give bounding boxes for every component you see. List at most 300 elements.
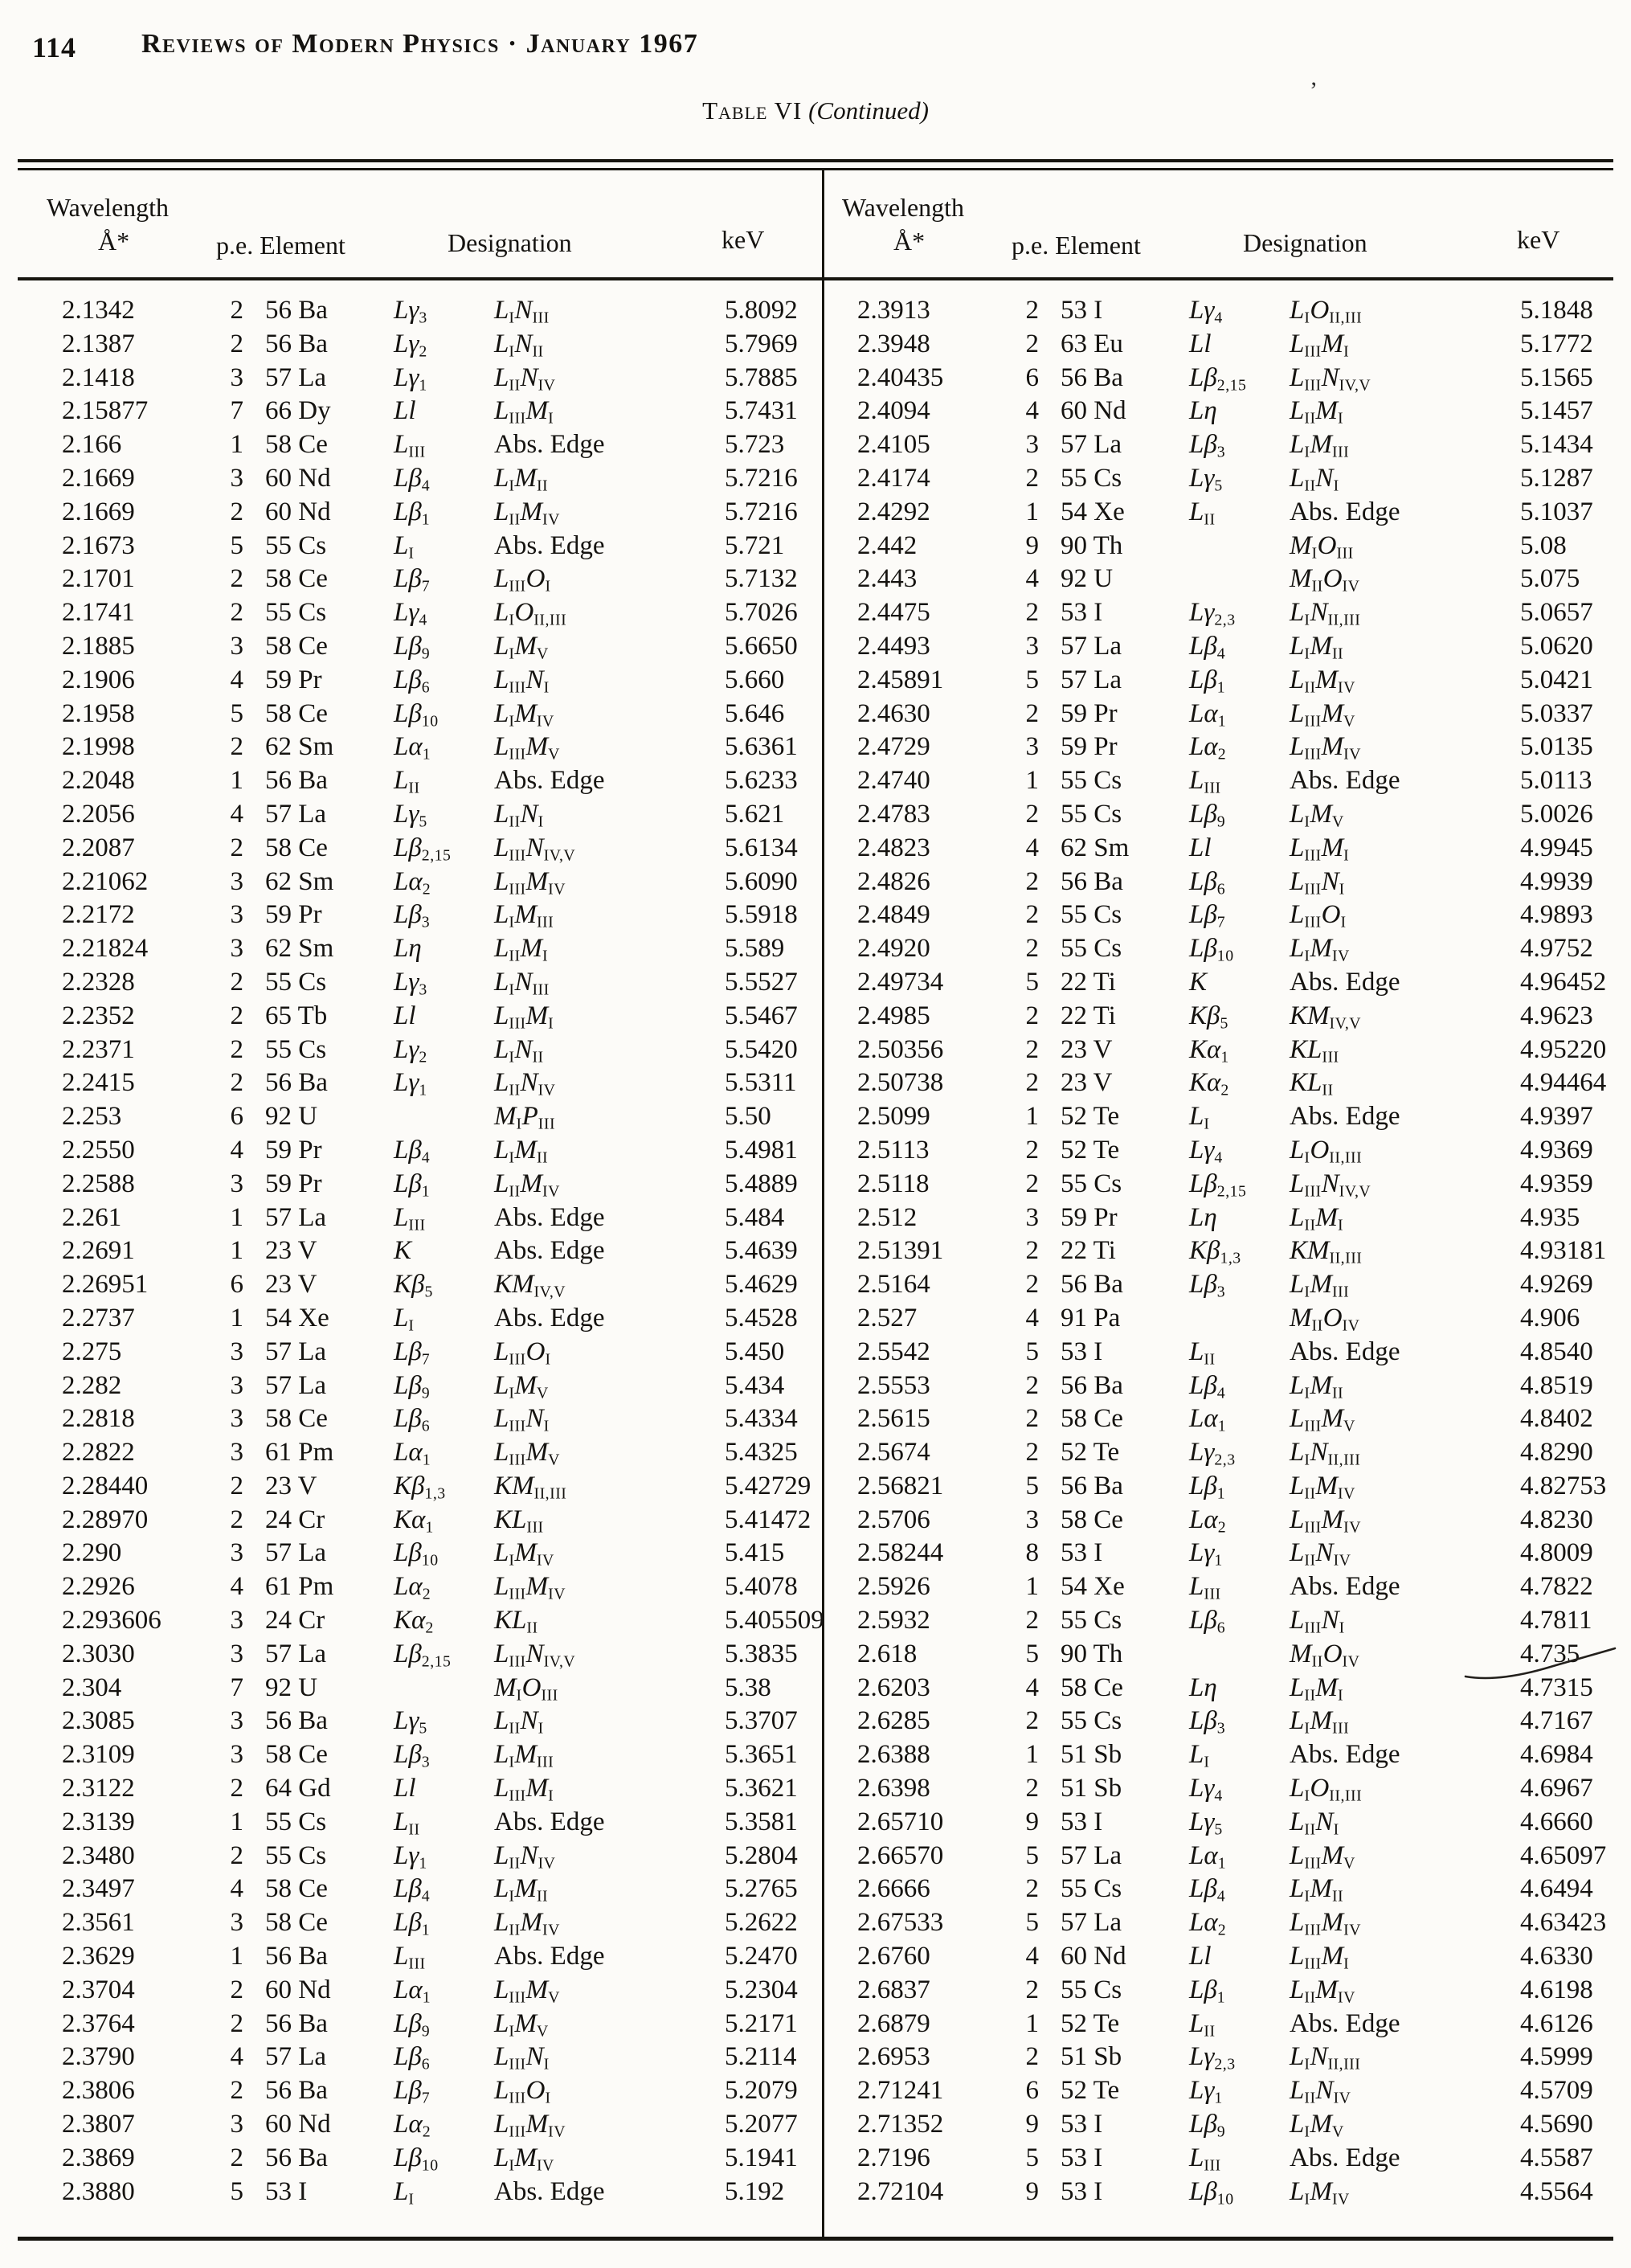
kev-cell: 4.8402 (1520, 1404, 1593, 1434)
pe-cell: 5 (1025, 1471, 1039, 1500)
kev-cell: 4.9369 (1520, 1135, 1593, 1165)
transition-designation-cell: Abs. Edge (1290, 1740, 1400, 1770)
transition-designation-cell: $KL_{III}$ (1290, 1034, 1339, 1066)
header-rule (18, 277, 1613, 280)
siegbahn-designation-cell: $L\alpha_1$ (1189, 1840, 1227, 1873)
siegbahn-designation-cell: $L_{II}$ (1189, 1337, 1216, 1369)
table-row (857, 395, 1631, 428)
wavelength-cell: 2.2818 (62, 1404, 135, 1434)
table-row (857, 294, 1631, 328)
transition-designation-cell: $L_IM_V$ (1290, 799, 1344, 831)
kev-cell: 5.2622 (725, 1908, 798, 1938)
table-row (857, 2074, 1631, 2108)
siegbahn-designation-cell: $L\beta_6$ (394, 665, 431, 697)
table-row (62, 1134, 822, 1168)
table-row (857, 596, 1631, 630)
element-cell: 92 U (1061, 564, 1114, 594)
transition-designation-cell: $M_{II}O_{IV}$ (1290, 1639, 1360, 1671)
siegbahn-designation-cell: Lη (1189, 396, 1217, 426)
siegbahn-designation-cell: $L\gamma_1$ (394, 1840, 427, 1873)
pe-cell: 5 (1025, 967, 1039, 997)
transition-designation-cell: $M_IO_{III}$ (494, 1672, 558, 1705)
transition-designation-cell: $L_{II}N_{IV}$ (494, 362, 556, 395)
transition-designation-cell: $L_{III}M_V$ (494, 732, 560, 764)
table-right-column (816, 294, 1631, 2209)
element-cell: 51 Sb (1061, 1774, 1122, 1803)
transition-designation-cell: $L_{II}M_{IV}$ (494, 1908, 560, 1939)
element-cell: 58 Ce (265, 833, 328, 862)
pe-cell: 2 (1025, 1404, 1039, 1434)
kev-cell: 5.4325 (725, 1438, 798, 1468)
element-cell: 23 V (1061, 1034, 1113, 1064)
siegbahn-designation-cell (374, 1672, 494, 1705)
transition-designation-cell: $M_{II}O_{IV}$ (1290, 564, 1360, 596)
transition-designation-cell: $L_{III}M_I$ (1290, 329, 1350, 361)
transition-designation-cell: $L_IM_{II}$ (494, 1135, 549, 1167)
table-row (62, 563, 822, 596)
table-row (62, 1202, 822, 1235)
pe-cell: 3 (1025, 732, 1039, 762)
kev-cell: 4.6198 (1520, 1975, 1593, 2004)
element-cell: 53 I (1061, 1337, 1103, 1366)
wavelength-cell: 2.4094 (857, 396, 930, 426)
pe-cell: 1 (1025, 766, 1039, 796)
siegbahn-designation-cell: $L\beta_4$ (1189, 1370, 1226, 1402)
table-row (62, 2176, 822, 2209)
kev-cell: 5.1457 (1520, 396, 1593, 426)
transition-designation-cell: Abs. Edge (1290, 1102, 1400, 1132)
table-row (857, 932, 1631, 966)
siegbahn-designation-cell: $L_I$ (394, 530, 415, 563)
pe-cell: 2 (1025, 1706, 1039, 1736)
table-row (62, 1537, 822, 1570)
siegbahn-designation-cell: $L\beta_9$ (1189, 2110, 1226, 2141)
kev-cell: 5.6090 (725, 866, 798, 896)
pe-cell: 2 (230, 497, 243, 526)
siegbahn-designation-cell: $L\beta_{2,15}$ (1189, 362, 1247, 395)
table-row (62, 428, 822, 462)
kev-cell: 5.08 (1520, 530, 1567, 560)
kev-cell: 5.5311 (725, 1068, 797, 1098)
siegbahn-designation-cell: $L\beta_7$ (394, 564, 431, 596)
element-cell: 57 La (265, 362, 327, 392)
element-cell: 55 Cs (265, 530, 327, 560)
wavelength-cell: 2.290 (62, 1538, 122, 1568)
transition-designation-cell: $L_{III}M_I$ (494, 1774, 554, 1805)
siegbahn-designation-cell: $L\alpha_1$ (1189, 698, 1227, 731)
transition-designation-cell: $L_{III}M_{IV}$ (494, 2110, 566, 2141)
kev-cell: 5.4629 (725, 1270, 798, 1300)
siegbahn-designation-cell: K (1189, 967, 1208, 997)
wavelength-cell: 2.6666 (857, 1874, 930, 1904)
table-row (62, 630, 822, 664)
kev-cell: 4.7822 (1520, 1572, 1593, 1602)
kev-cell: 5.2114 (725, 2042, 797, 2072)
pe-cell: 2 (1025, 1270, 1039, 1300)
siegbahn-designation-cell: $L_I$ (394, 2176, 415, 2209)
pe-cell: 6 (1025, 2076, 1039, 2106)
kev-cell: 4.935 (1520, 1202, 1580, 1232)
pe-cell: 4 (230, 1572, 243, 1602)
kev-cell: 4.63423 (1520, 1908, 1607, 1938)
siegbahn-designation-cell: $L_{III}$ (394, 1202, 426, 1234)
element-cell: 55 Cs (1061, 1606, 1122, 1635)
wavelength-cell: 2.5542 (857, 1337, 930, 1366)
pe-cell: 2 (230, 967, 243, 997)
wavelength-cell: 2.6837 (857, 1975, 930, 2004)
table-caption-title: Table VI (702, 96, 803, 125)
pe-cell: 2 (1025, 1874, 1039, 1904)
table-row (857, 1806, 1631, 1840)
table-row (857, 2176, 1631, 2209)
pe-cell: 3 (230, 463, 243, 493)
wavelength-cell: 2.28440 (62, 1471, 149, 1500)
element-cell: 52 Te (1061, 1135, 1120, 1165)
transition-designation-cell: $KL_{III}$ (494, 1504, 544, 1537)
wavelength-cell: 2.2415 (62, 1068, 135, 1098)
table-row (857, 1402, 1631, 1436)
table-caption-continued: (Continued) (808, 96, 929, 125)
siegbahn-designation-cell: $L\gamma_2$ (394, 1034, 427, 1066)
kev-cell: 5.4981 (725, 1135, 798, 1165)
kev-cell: 5.0421 (1520, 665, 1593, 694)
kev-cell: 5.415 (725, 1538, 785, 1568)
kev-cell: 5.4889 (725, 1169, 798, 1198)
transition-designation-cell: $L_{III}M_{IV}$ (1290, 1908, 1361, 1939)
wavelength-cell: 2.58244 (857, 1538, 944, 1568)
wavelength-cell: 2.1958 (62, 698, 135, 728)
element-cell: 55 Cs (1061, 934, 1122, 964)
transition-designation-cell: $L_IM_{III}$ (494, 900, 554, 931)
pe-cell: 3 (230, 1438, 243, 1468)
transition-designation-cell: $L_{II}N_I$ (1290, 1807, 1339, 1839)
siegbahn-designation-cell: $L\beta_4$ (1189, 631, 1226, 663)
bottom-rule (18, 2237, 1613, 2241)
table-row (62, 866, 822, 899)
siegbahn-designation-cell: Ll (394, 396, 416, 426)
element-cell: 57 La (265, 799, 327, 829)
kev-cell: 5.6650 (725, 631, 798, 661)
element-cell: 58 Ce (1061, 1504, 1123, 1534)
element-cell: 51 Sb (1061, 1740, 1122, 1770)
transition-designation-cell: $L_{II}M_I$ (1290, 1202, 1344, 1234)
wavelength-cell: 2.3764 (62, 2008, 135, 2038)
wavelength-cell: 2.3704 (62, 1975, 135, 2004)
transition-designation-cell: $L_{II}N_I$ (494, 799, 544, 831)
kev-cell: 4.5564 (1520, 2176, 1593, 2206)
element-cell: 56 Ba (265, 1942, 328, 1971)
transition-designation-cell: Abs. Edge (1290, 967, 1400, 997)
transition-designation-cell: $M_IP_{III}$ (494, 1102, 556, 1133)
wavelength-cell: 2.5615 (857, 1404, 930, 1434)
table-row (857, 630, 1631, 664)
table-row (857, 1772, 1631, 1806)
wavelength-cell: 2.5926 (857, 1572, 930, 1602)
table-row (62, 1638, 822, 1672)
pe-cell: 1 (1025, 1572, 1039, 1602)
kev-cell: 5.1037 (1520, 497, 1593, 526)
siegbahn-designation-cell: $L\beta_{10}$ (394, 698, 439, 731)
siegbahn-designation-cell: K (394, 1236, 412, 1266)
kev-cell: 5.434 (725, 1370, 785, 1400)
kev-cell: 5.50 (725, 1102, 771, 1132)
transition-designation-cell: $L_{III}N_{IV,V}$ (494, 833, 576, 865)
kev-cell: 5.5527 (725, 967, 798, 997)
kev-cell: 5.5420 (725, 1034, 798, 1064)
transition-designation-cell: Abs. Edge (1290, 1572, 1400, 1602)
table-row (857, 1268, 1631, 1302)
pe-cell: 1 (1025, 1740, 1039, 1770)
element-cell: 55 Cs (1061, 1706, 1122, 1736)
siegbahn-designation-cell: $L\beta_{10}$ (1189, 2176, 1234, 2209)
siegbahn-designation-cell: $L\beta_1$ (394, 497, 431, 529)
kev-cell: 5.7885 (725, 362, 798, 392)
wavelength-cell: 2.6953 (857, 2042, 930, 2072)
pe-cell: 2 (1025, 934, 1039, 964)
siegbahn-designation-cell: $L\gamma_4$ (394, 598, 427, 629)
pe-cell: 2 (1025, 463, 1039, 493)
transition-designation-cell: $L_{III}M_V$ (494, 1438, 560, 1469)
kev-cell: 5.2470 (725, 1942, 798, 1971)
table-row (857, 1840, 1631, 1873)
table-row (62, 328, 822, 362)
table-row (62, 2041, 822, 2074)
element-cell: 55 Cs (1061, 1874, 1122, 1904)
kev-cell: 5.723 (725, 430, 785, 460)
kev-cell: 4.6984 (1520, 1740, 1593, 1770)
transition-designation-cell: $L_IM_{II}$ (1290, 631, 1344, 663)
wavelength-cell: 2.5113 (857, 1135, 930, 1165)
wavelength-cell: 2.1885 (62, 631, 135, 661)
pe-cell: 2 (1025, 329, 1039, 358)
siegbahn-designation-cell: $L\beta_{2,15}$ (394, 833, 452, 865)
pe-cell: 3 (230, 1606, 243, 1635)
siegbahn-designation-cell: $L\beta_3$ (394, 900, 431, 931)
table-row (62, 698, 822, 731)
element-cell: 52 Te (1061, 1102, 1120, 1132)
kev-cell: 4.906 (1520, 1303, 1580, 1333)
table-row (857, 1974, 1631, 2008)
element-cell: 58 Ce (1061, 1672, 1123, 1702)
pe-cell: 4 (230, 2042, 243, 2072)
element-cell: 55 Cs (1061, 766, 1122, 796)
pe-cell: 2 (1025, 1034, 1039, 1064)
wavelength-cell: 2.71241 (857, 2076, 944, 2106)
kev-cell: 5.0113 (1520, 766, 1592, 796)
pe-cell: 2 (230, 1034, 243, 1064)
siegbahn-designation-cell: $L\gamma_1$ (394, 1068, 427, 1099)
transition-designation-cell: $L_IN_{II}$ (494, 329, 544, 361)
kev-cell: 4.7811 (1520, 1606, 1592, 1635)
siegbahn-designation-cell: $L\beta_{10}$ (394, 2143, 439, 2175)
pe-cell: 5 (230, 698, 243, 728)
element-cell: 53 I (265, 2176, 308, 2206)
table-row (62, 1470, 822, 1504)
table-row (857, 1873, 1631, 1906)
pe-cell: 2 (230, 1068, 243, 1098)
element-cell: 58 Ce (265, 564, 328, 594)
wavelength-cell: 2.6760 (857, 1942, 930, 1971)
siegbahn-designation-cell: $L\alpha_2$ (1189, 732, 1227, 764)
siegbahn-designation-cell: $L\beta_3$ (1189, 1270, 1226, 1301)
wavelength-cell: 2.293606 (62, 1606, 161, 1635)
element-cell: 55 Cs (1061, 1169, 1122, 1198)
wavelength-cell: 2.2352 (62, 1001, 135, 1030)
wavelength-cell: 2.4783 (857, 799, 930, 829)
pe-cell: 4 (1025, 564, 1039, 594)
element-cell: 65 Tb (265, 1001, 328, 1030)
table-row (857, 1504, 1631, 1537)
wavelength-cell: 2.3790 (62, 2042, 135, 2072)
wavelength-cell: 2.5674 (857, 1438, 930, 1468)
element-cell: 62 Sm (265, 866, 334, 896)
transition-designation-cell: $L_IM_{III}$ (1290, 1270, 1350, 1301)
table-row (62, 1504, 822, 1537)
kev-cell: 5.41472 (725, 1504, 811, 1534)
siegbahn-designation-cell: $K\alpha_2$ (394, 1606, 434, 1637)
element-cell: 57 La (1061, 665, 1122, 694)
kev-cell: 5.589 (725, 934, 785, 964)
wavelength-cell: 2.3869 (62, 2143, 135, 2172)
table-row (857, 1336, 1631, 1369)
table-row (62, 1672, 822, 1705)
element-cell: 57 La (265, 2042, 327, 2072)
col-header-angstrom-left: Å* (98, 227, 130, 256)
siegbahn-designation-cell: $L\beta_3$ (1189, 430, 1226, 461)
siegbahn-designation-cell: $L\gamma_4$ (1189, 296, 1223, 327)
transition-designation-cell: Abs. Edge (494, 1942, 605, 1971)
siegbahn-designation-cell: Lη (1189, 1672, 1217, 1702)
wavelength-cell: 2.1342 (62, 296, 135, 325)
kev-cell: 4.96452 (1520, 967, 1607, 997)
wavelength-cell: 2.512 (857, 1202, 918, 1232)
transition-designation-cell: $KL_{II}$ (1290, 1068, 1334, 1099)
siegbahn-designation-cell: $L\beta_7$ (1189, 900, 1226, 931)
siegbahn-designation-cell: $L_{III}$ (1189, 2143, 1221, 2175)
element-cell: 59 Pr (1061, 1202, 1118, 1232)
pe-cell: 2 (230, 2143, 243, 2172)
transition-designation-cell: $L_{II}N_I$ (1290, 463, 1339, 495)
element-cell: 55 Cs (1061, 799, 1122, 829)
wavelength-cell: 2.66570 (857, 1840, 944, 1870)
kev-cell: 5.6233 (725, 766, 798, 796)
pe-cell: 4 (1025, 1303, 1039, 1333)
pe-cell: 9 (1025, 2176, 1039, 2206)
table-row (857, 428, 1631, 462)
transition-designation-cell: $L_IM_{IV}$ (1290, 2176, 1350, 2209)
element-cell: 55 Cs (265, 1034, 327, 1064)
pe-cell: 2 (1025, 296, 1039, 325)
element-cell: 57 La (1061, 631, 1122, 661)
pe-cell: 3 (230, 866, 243, 896)
wavelength-cell: 2.2926 (62, 1572, 135, 1602)
pe-cell: 4 (1025, 396, 1039, 426)
siegbahn-designation-cell: $K\alpha_1$ (1189, 1034, 1229, 1066)
transition-designation-cell: $L_{III}N_I$ (494, 2042, 550, 2074)
wavelength-cell: 2.15877 (62, 396, 149, 426)
pe-cell: 2 (230, 1504, 243, 1534)
element-cell: 58 Ce (265, 430, 328, 460)
kev-cell: 5.2077 (725, 2110, 798, 2139)
table-row (62, 1873, 822, 1906)
table-row (62, 899, 822, 932)
wavelength-cell: 2.71352 (857, 2110, 944, 2139)
table-row (857, 1570, 1631, 1604)
table-row (62, 832, 822, 866)
siegbahn-designation-cell: $L\alpha_1$ (1189, 1404, 1227, 1435)
wavelength-cell: 2.3109 (62, 1740, 135, 1770)
pe-cell: 2 (1025, 900, 1039, 930)
element-cell: 58 Ce (265, 1740, 328, 1770)
transition-designation-cell: Abs. Edge (494, 1303, 605, 1333)
element-cell: 57 La (265, 1202, 327, 1232)
element-cell: 56 Ba (265, 2143, 328, 2172)
siegbahn-designation-cell: $L_{III}$ (1189, 1572, 1221, 1603)
siegbahn-designation-cell: $L\gamma_1$ (1189, 2076, 1223, 2107)
table-row (62, 1034, 822, 1067)
transition-designation-cell: $L_{II}M_{IV}$ (1290, 1471, 1355, 1503)
element-cell: 22 Ti (1061, 967, 1116, 997)
siegbahn-designation-cell: $L\gamma_1$ (1189, 1538, 1223, 1570)
pe-cell: 6 (230, 1102, 243, 1132)
pe-cell: 2 (1025, 1169, 1039, 1198)
wavelength-cell: 2.4985 (857, 1001, 930, 1030)
element-cell: 22 Ti (1061, 1236, 1116, 1266)
transition-designation-cell: $L_{III}M_{IV}$ (1290, 1504, 1361, 1537)
kev-cell: 5.4528 (725, 1303, 798, 1333)
table-row (62, 496, 822, 530)
element-cell: 58 Ce (265, 1404, 328, 1434)
table-row (857, 764, 1631, 798)
wavelength-cell: 2.2056 (62, 799, 135, 829)
wavelength-cell: 2.5706 (857, 1504, 930, 1534)
transition-designation-cell: $L_{III}N_I$ (494, 665, 550, 697)
wavelength-cell: 2.67533 (857, 1908, 944, 1938)
element-cell: 23 V (1061, 1068, 1113, 1098)
wavelength-cell: 2.1741 (62, 598, 135, 628)
wavelength-cell: 2.7196 (857, 2143, 930, 2172)
transition-designation-cell: $L_{III}M_V$ (494, 1975, 560, 2007)
transition-designation-cell: Abs. Edge (1290, 766, 1400, 796)
kev-cell: 4.6126 (1520, 2008, 1593, 2038)
kev-cell: 4.735 (1520, 1639, 1580, 1668)
wavelength-cell: 2.28970 (62, 1504, 149, 1534)
pe-cell: 3 (230, 1908, 243, 1938)
transition-designation-cell: $L_IM_{IV}$ (494, 1538, 554, 1570)
element-cell: 56 Ba (265, 329, 328, 358)
kev-cell: 5.3651 (725, 1740, 798, 1770)
pe-cell: 9 (1025, 530, 1039, 560)
wavelength-cell: 2.5932 (857, 1606, 930, 1635)
kev-cell: 5.6134 (725, 833, 798, 862)
transition-designation-cell: $L_IM_V$ (494, 1370, 549, 1402)
element-cell: 61 Pm (265, 1572, 334, 1602)
siegbahn-designation-cell: Ll (1189, 1942, 1212, 1971)
table-row (857, 1202, 1631, 1235)
element-cell: 60 Nd (1061, 396, 1126, 426)
element-cell: 55 Cs (1061, 463, 1122, 493)
kev-cell: 5.7132 (725, 564, 798, 594)
table-row (62, 1402, 822, 1436)
transition-designation-cell: $L_IN_{II,III}$ (1290, 2042, 1361, 2074)
element-cell: 53 I (1061, 1807, 1103, 1836)
wavelength-cell: 2.21824 (62, 934, 149, 964)
wavelength-cell: 2.4740 (857, 766, 930, 796)
kev-cell: 4.8540 (1520, 1337, 1593, 1366)
wavelength-cell: 2.4826 (857, 866, 930, 896)
pe-cell: 2 (1025, 1068, 1039, 1098)
pe-cell: 2 (1025, 1606, 1039, 1635)
